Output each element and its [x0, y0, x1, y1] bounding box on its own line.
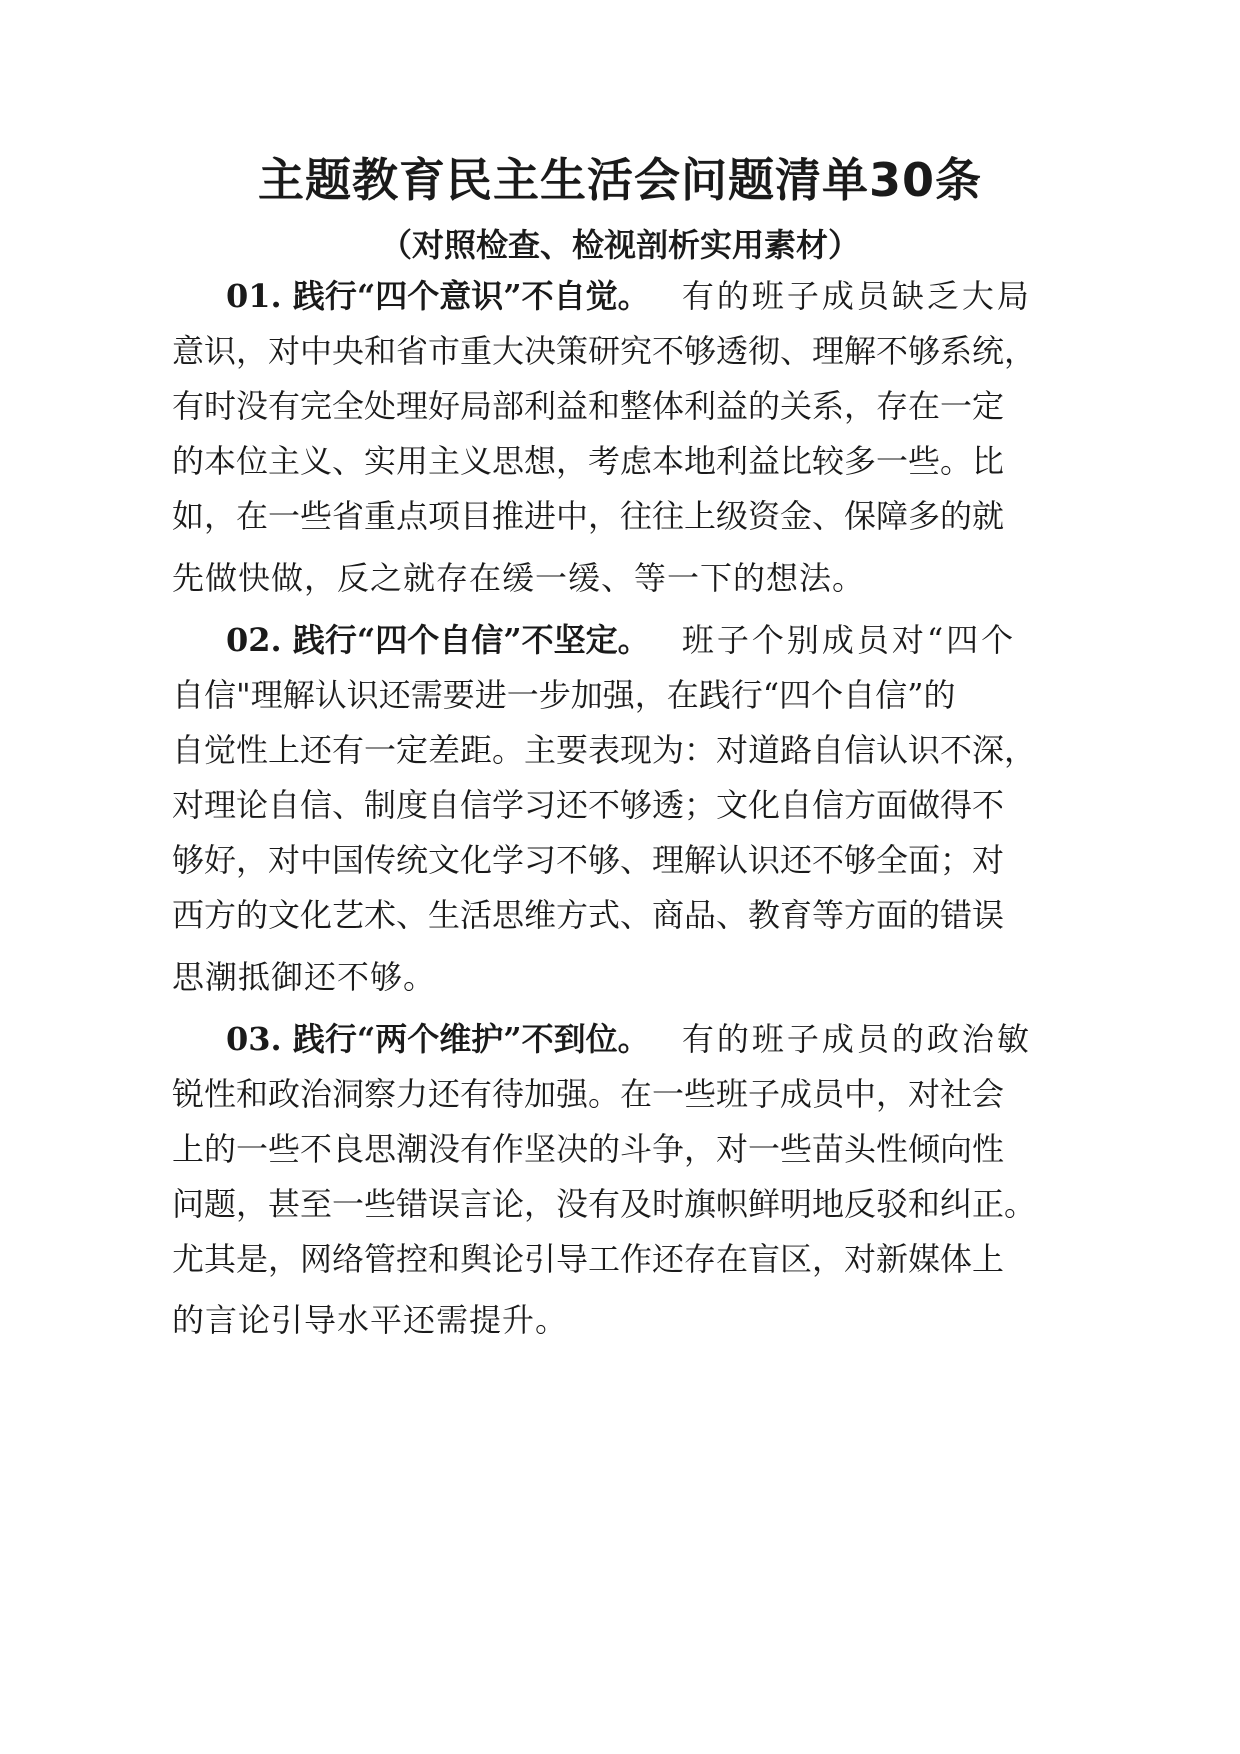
section-02-line-3: 自觉性上还有一定差距。主要表现为：对道路自信认识不深，: [172, 731, 1037, 769]
section-01-heading: 01. 践行“四个意识”不自觉。: [226, 277, 650, 315]
section-01-line-5: 如，在一些省重点项目推进中，往往上级资金、保障多的就: [172, 497, 1005, 535]
section-01-line-3: 有时没有完全处理好局部利益和整体利益的关系，存在一定: [172, 387, 1005, 425]
section-02-line-6: 西方的文化艺术、生活思维方式、商品、教育等方面的错误: [172, 896, 1005, 934]
section-03-line-6: 的言论引导水平还需提升。: [172, 1301, 569, 1339]
section-02-line-5: 够好，对中国传统文化学习不够、理解认识还不够全面；对: [172, 841, 1005, 879]
section-03-line-1: 有的班子成员的政治敏: [681, 1020, 1032, 1058]
section-03-heading: 03. 践行“两个维护”不到位。: [226, 1020, 650, 1058]
section-03-line-5: 尤其是，网络管控和舆论引导工作还存在盲区，对新媒体上: [172, 1240, 1005, 1278]
section-02-line-2: 自信"理解认识还需要进一步加强，在践行“四个自信”的: [172, 676, 956, 714]
section-03-line-3: 上的一些不良思潮没有作坚决的斗争，对一些苗头性倾向性: [172, 1130, 1005, 1168]
section-01-line-2: 意识，对中央和省市重大决策研究不够透彻、理解不够系统，: [172, 332, 1037, 370]
document-subtitle: （对照检查、检视剖析实用素材）: [379, 226, 860, 264]
section-02-line-4: 对理论自信、制度自信学习还不够透；文化自信方面做得不: [172, 786, 1005, 824]
section-03-first-line: [226, 1019, 1032, 1059]
document-title: 主题教育民主生活会问题清单30条: [257, 153, 982, 207]
section-02-line-7: 思潮抵御还不够。: [172, 958, 437, 996]
section-01-line-4: 的本位主义、实用主义思想，考虑本地利益比较多一些。比: [172, 442, 1005, 480]
section-01-line-6: 先做快做，反之就存在缓一缓、等一下的想法。: [172, 559, 866, 597]
section-01-first-line: [226, 276, 1032, 316]
section-03-line-2: 锐性和政治洞察力还有待加强。在一些班子成员中，对社会: [172, 1075, 1005, 1113]
section-02-heading: 02. 践行“四个自信”不坚定。: [226, 621, 650, 659]
section-03-line-4: 问题，甚至一些错误言论，没有及时旗帜鲜明地反驳和纠正。: [172, 1185, 1037, 1223]
section-02-first-line: [226, 620, 1017, 660]
section-02-line-1: 班子个别成员对“四个: [681, 621, 1017, 659]
section-01-line-1: 有的班子成员缺乏大局: [681, 277, 1032, 315]
